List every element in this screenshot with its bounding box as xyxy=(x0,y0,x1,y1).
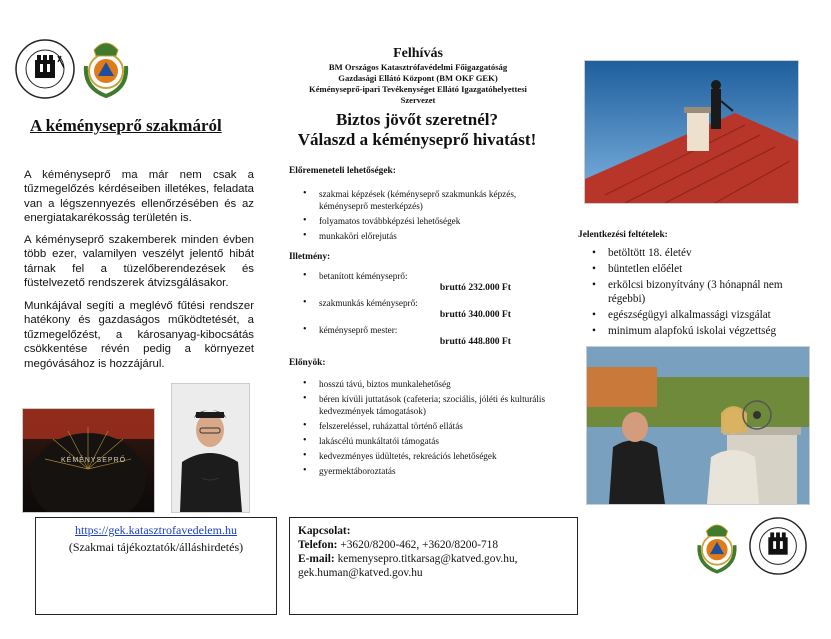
list-item: • béren kívüli juttatások (cafeteria; szociális, jóléti és kulturális kedvezmények támogatások) xyxy=(289,393,547,417)
chimney-sweep-badge-logo-bottom xyxy=(748,516,808,576)
email-address-1: kemenyseprο.titkarsag@katved.gov.hu, xyxy=(337,553,518,565)
list-item: • egészségügyi alkalmassági vizsgálat xyxy=(578,308,808,322)
list-item: • folyamatos továbbképzési lehetőségek xyxy=(289,215,547,227)
list-item: • munkaköri előrejutás xyxy=(289,230,547,242)
jacket-text: KÉMÉNYSEPRŐ xyxy=(61,457,127,464)
org-line-2: Gazdasági Ellátó Központ (BM OKF GEK) xyxy=(338,73,498,83)
email-address-2: gek.human@katved.gov.hu xyxy=(298,567,423,579)
chimney-sweep-badge-logo xyxy=(14,38,76,100)
contact-heading: Kapcsolat: xyxy=(298,525,351,537)
salary-label: • betanított kéményseprő: xyxy=(319,271,408,281)
list-item: • betöltött 18. életév xyxy=(578,246,808,260)
center-column xyxy=(289,166,547,480)
requirements-list xyxy=(578,246,808,338)
website-box xyxy=(35,517,277,615)
list-item: • felszereléssel, ruházattal történő ellátás xyxy=(289,420,547,432)
call-header xyxy=(298,46,538,106)
org-line-1: BM Országos Katasztrófavédelmi Főigazgatóság xyxy=(328,62,508,72)
list-item: • lakáscélú munkáltatói támogatás xyxy=(289,435,547,447)
requirements-section xyxy=(578,230,808,340)
salary-heading: Illetmény: xyxy=(289,252,331,262)
profession-heading: A kéményseprő szakmáról xyxy=(30,116,222,135)
list-item: • szakmai képzések (kéményseprő szakmunkás képzés, kéményseprő mesterképzés) xyxy=(289,188,547,212)
list-item: • kedvezményes üdültetés, rekreációs lehetőségek xyxy=(289,450,547,462)
chimney-inspection-photo xyxy=(586,346,810,505)
benefits-heading: Előnyök: xyxy=(289,358,326,368)
salary-amount: bruttó 448.800 Ft xyxy=(439,336,511,347)
sweep-jacket-photo xyxy=(22,408,155,513)
benefits-list xyxy=(289,378,547,477)
email-line xyxy=(298,552,518,566)
salary-amount: bruttó 340.000 Ft xyxy=(439,309,511,320)
advancement-heading: Előremeneteli lehetőségek: xyxy=(289,166,396,176)
org-line-3: Kéményseprő-ipari Tevékenységet Ellátó Igazgatóhelyettesi xyxy=(309,84,527,94)
list-item: • erkölcsi bizonyítvány (3 hónapnál nem régebbi) xyxy=(578,278,808,306)
phone-numbers: +3620/8200-462, +3620/8200-718 xyxy=(340,539,499,551)
slogan xyxy=(276,110,558,150)
website-note: (Szakmai tájékoztatók/álláshirdetés) xyxy=(68,540,244,554)
paragraph-2: A kéményseprő szakemberek minden évben több ezer, valamilyen veszélyt jelentő hibát tárnak fel a tüzelőberendezések és füstelvezető rendszerek átvizsgálásakor. xyxy=(24,234,254,290)
phone-label: Telefon: xyxy=(298,539,338,551)
salary-amount: bruttó 232.000 Ft xyxy=(439,282,511,293)
paragraph-1: A kéményseprő ma már nem csak a tűzmegelőzés kérdéseiben illetékes, feladata van a légszennyezés ellenőrzésében és az energiatakarékosság területén is. xyxy=(24,169,254,225)
sweep-portrait-photo xyxy=(171,383,250,513)
list-item: • hosszú távú, biztos munkalehetőség xyxy=(289,378,547,390)
slogan-line-2: Válaszd a kéményseprő hivatást! xyxy=(297,130,537,149)
salary-label: • szakmunkás kéményseprő: xyxy=(319,298,418,308)
salary-item xyxy=(289,324,547,348)
org-line-4: Szervezet xyxy=(400,95,436,105)
salary-item xyxy=(289,270,547,294)
slogan-line-1: Biztos jövőt szeretnél? xyxy=(335,110,499,129)
paragraph-3: Munkájával segíti a meglévő fűtési rendszer hatékony és gazdaságos működtetését, a tűzmegelőzést, a károsanyag-kibocsátás csökkentése révén pedig a környezet megóvásához is hozzájárul. xyxy=(24,300,254,370)
disaster-management-emblem-logo-bottom xyxy=(694,518,740,576)
requirements-heading: Jelentkezési feltételek: xyxy=(578,230,668,240)
website-link[interactable]: https://gek.katasztrofavedelem.hu xyxy=(75,523,237,537)
contact-box xyxy=(289,517,578,615)
advancement-list xyxy=(289,188,547,242)
contact-info xyxy=(298,524,518,580)
rooftop-chimney-photo xyxy=(584,60,799,204)
email-label: E-mail: xyxy=(298,553,335,565)
list-item: • gyermektáboroztatás xyxy=(289,465,547,477)
disaster-management-emblem-logo xyxy=(80,36,132,100)
list-item: • büntetlen előélet xyxy=(578,262,808,276)
salary-list xyxy=(289,270,547,348)
call-title: Felhívás xyxy=(393,46,443,61)
salary-label: • kéményseprő mester: xyxy=(319,325,398,335)
phone-line xyxy=(298,538,518,552)
list-item: • minimum alapfokú iskolai végzettség xyxy=(578,324,808,338)
salary-item xyxy=(289,297,547,321)
